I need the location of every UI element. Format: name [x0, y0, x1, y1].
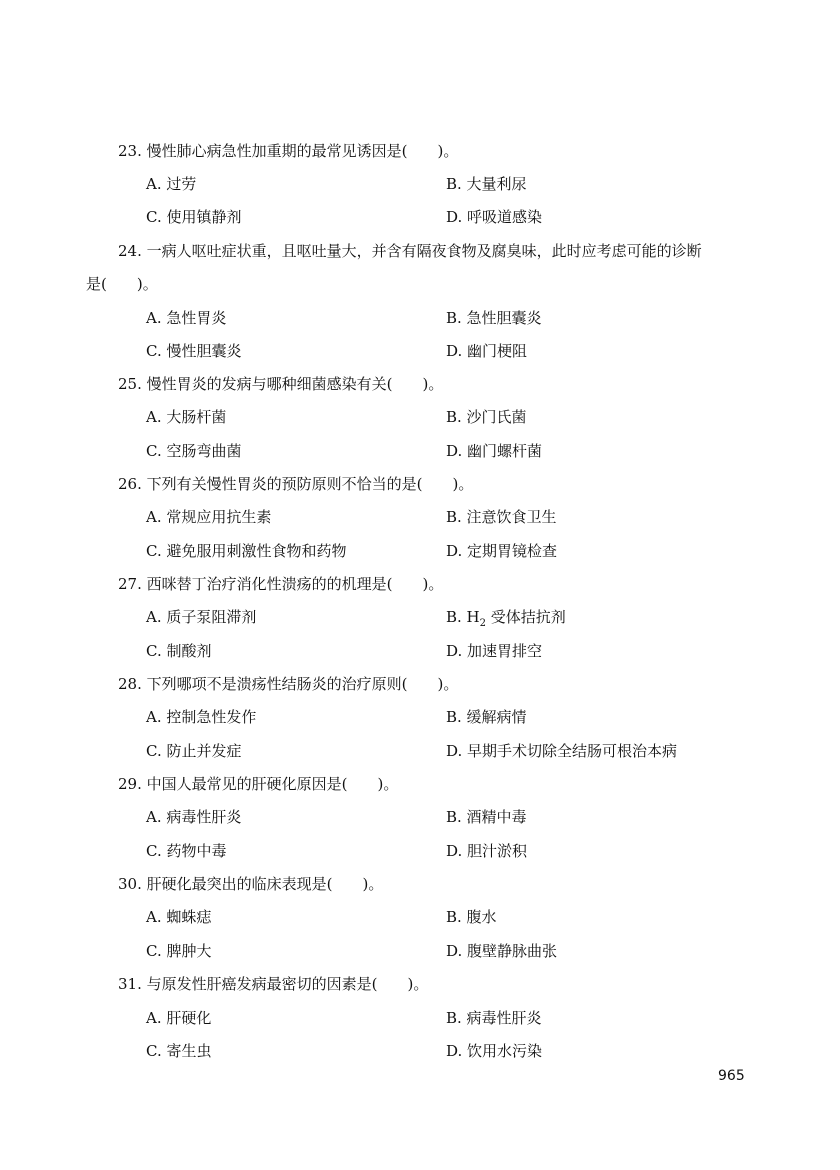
question-number: 28. — [118, 675, 142, 693]
question-text: 下列哪项不是溃疡性结肠炎的治疗原则( )。 — [146, 675, 459, 693]
option-b: B. 腹水 — [446, 908, 497, 926]
question-text: 与原发性肝癌发病最密切的因素是( )。 — [146, 975, 429, 993]
option-c: C. 防止并发症 — [146, 742, 242, 760]
option-c: C. 空肠弯曲菌 — [146, 442, 242, 460]
question-number: 31. — [118, 975, 142, 993]
option-b: B. 缓解病情 — [446, 708, 527, 726]
question-stem — [118, 968, 768, 1001]
option-c: C. 使用镇静剂 — [146, 208, 242, 226]
question-text: 慢性胃炎的发病与哪种细菌感染有关( )。 — [146, 375, 444, 393]
option-b: B. 注意饮食卫生 — [446, 508, 557, 526]
option-b: B. 酒精中毒 — [446, 808, 527, 826]
question-stem — [118, 568, 768, 601]
option-a: A. 急性胃炎 — [146, 309, 227, 327]
question-number: 26. — [118, 475, 142, 493]
option-a: A. 肝硬化 — [146, 1009, 212, 1027]
option-b: B. 病毒性肝炎 — [446, 1009, 542, 1027]
option-c: C. 寄生虫 — [146, 1042, 212, 1060]
question-stem — [118, 768, 768, 801]
option-a: A. 常规应用抗生素 — [146, 508, 272, 526]
question-number: 24. — [118, 242, 142, 260]
option-d: D. 早期手术切除全结肠可根治本病 — [446, 742, 678, 760]
option-d: D. 幽门螺杆菌 — [446, 442, 543, 460]
option-a: A. 大肠杆菌 — [146, 408, 227, 426]
option-c: C. 制酸剂 — [146, 642, 212, 660]
option-a: A. 蜘蛛痣 — [146, 908, 212, 926]
option-a: A. 质子泵阻滞剂 — [146, 608, 257, 626]
question-text: 慢性肺心病急性加重期的最常见诱因是( )。 — [146, 142, 459, 160]
option-c: C. 药物中毒 — [146, 842, 227, 860]
option-b-text: B. H — [446, 608, 480, 626]
question-number: 27. — [118, 575, 142, 593]
question-text: 肝硬化最突出的临床表现是( )。 — [146, 875, 384, 893]
option-d: D. 呼吸道感染 — [446, 208, 543, 226]
option-b-text-rest: 受体拮抗剂 — [486, 608, 566, 626]
question-text: 一病人呕吐症状重，且呕吐量大，并含有隔夜食物及腐臭味，此时应考虑可能的诊断 — [146, 242, 702, 260]
option-b: B. 大量利尿 — [446, 175, 527, 193]
option-b: B. 沙门氏菌 — [446, 408, 527, 426]
question-stem — [118, 135, 768, 168]
question-text: 中国人最常见的肝硬化原因是( )。 — [146, 775, 399, 793]
option-d: D. 饮用水污染 — [446, 1042, 543, 1060]
question-number: 23. — [118, 142, 142, 160]
page-number: 965 — [718, 1068, 745, 1084]
option-d: D. 胆汁淤积 — [446, 842, 528, 860]
option-d: D. 加速胃排空 — [446, 642, 543, 660]
option-b: B. 急性胆囊炎 — [446, 309, 542, 327]
question-number: 30. — [118, 875, 142, 893]
question-stem — [118, 868, 768, 901]
option-d: D. 腹壁静脉曲张 — [446, 942, 558, 960]
question-stem — [118, 468, 768, 501]
question-text: 下列有关慢性胃炎的预防原则不恰当的是( )。 — [146, 475, 474, 493]
question-number: 25. — [118, 375, 142, 393]
option-d: D. 幽门梗阻 — [446, 342, 528, 360]
option-a: A. 过劳 — [146, 175, 197, 193]
option-d: D. 定期胃镜检查 — [446, 542, 558, 560]
question-text: 西咪替丁治疗消化性溃疡的的机理是( )。 — [146, 575, 444, 593]
option-b-subscript: 2 — [479, 618, 487, 629]
question-stem — [118, 368, 768, 401]
question-stem — [118, 235, 768, 268]
option-c: C. 脾肿大 — [146, 942, 212, 960]
option-a: A. 控制急性发作 — [146, 708, 257, 726]
option-c: C. 避免服用刺激性食物和药物 — [146, 542, 347, 560]
option-c: C. 慢性胆囊炎 — [146, 342, 242, 360]
question-stem-continuation: 是( )。 — [86, 275, 158, 293]
question-stem — [118, 668, 768, 701]
option-a: A. 病毒性肝炎 — [146, 808, 242, 826]
question-number: 29. — [118, 775, 142, 793]
